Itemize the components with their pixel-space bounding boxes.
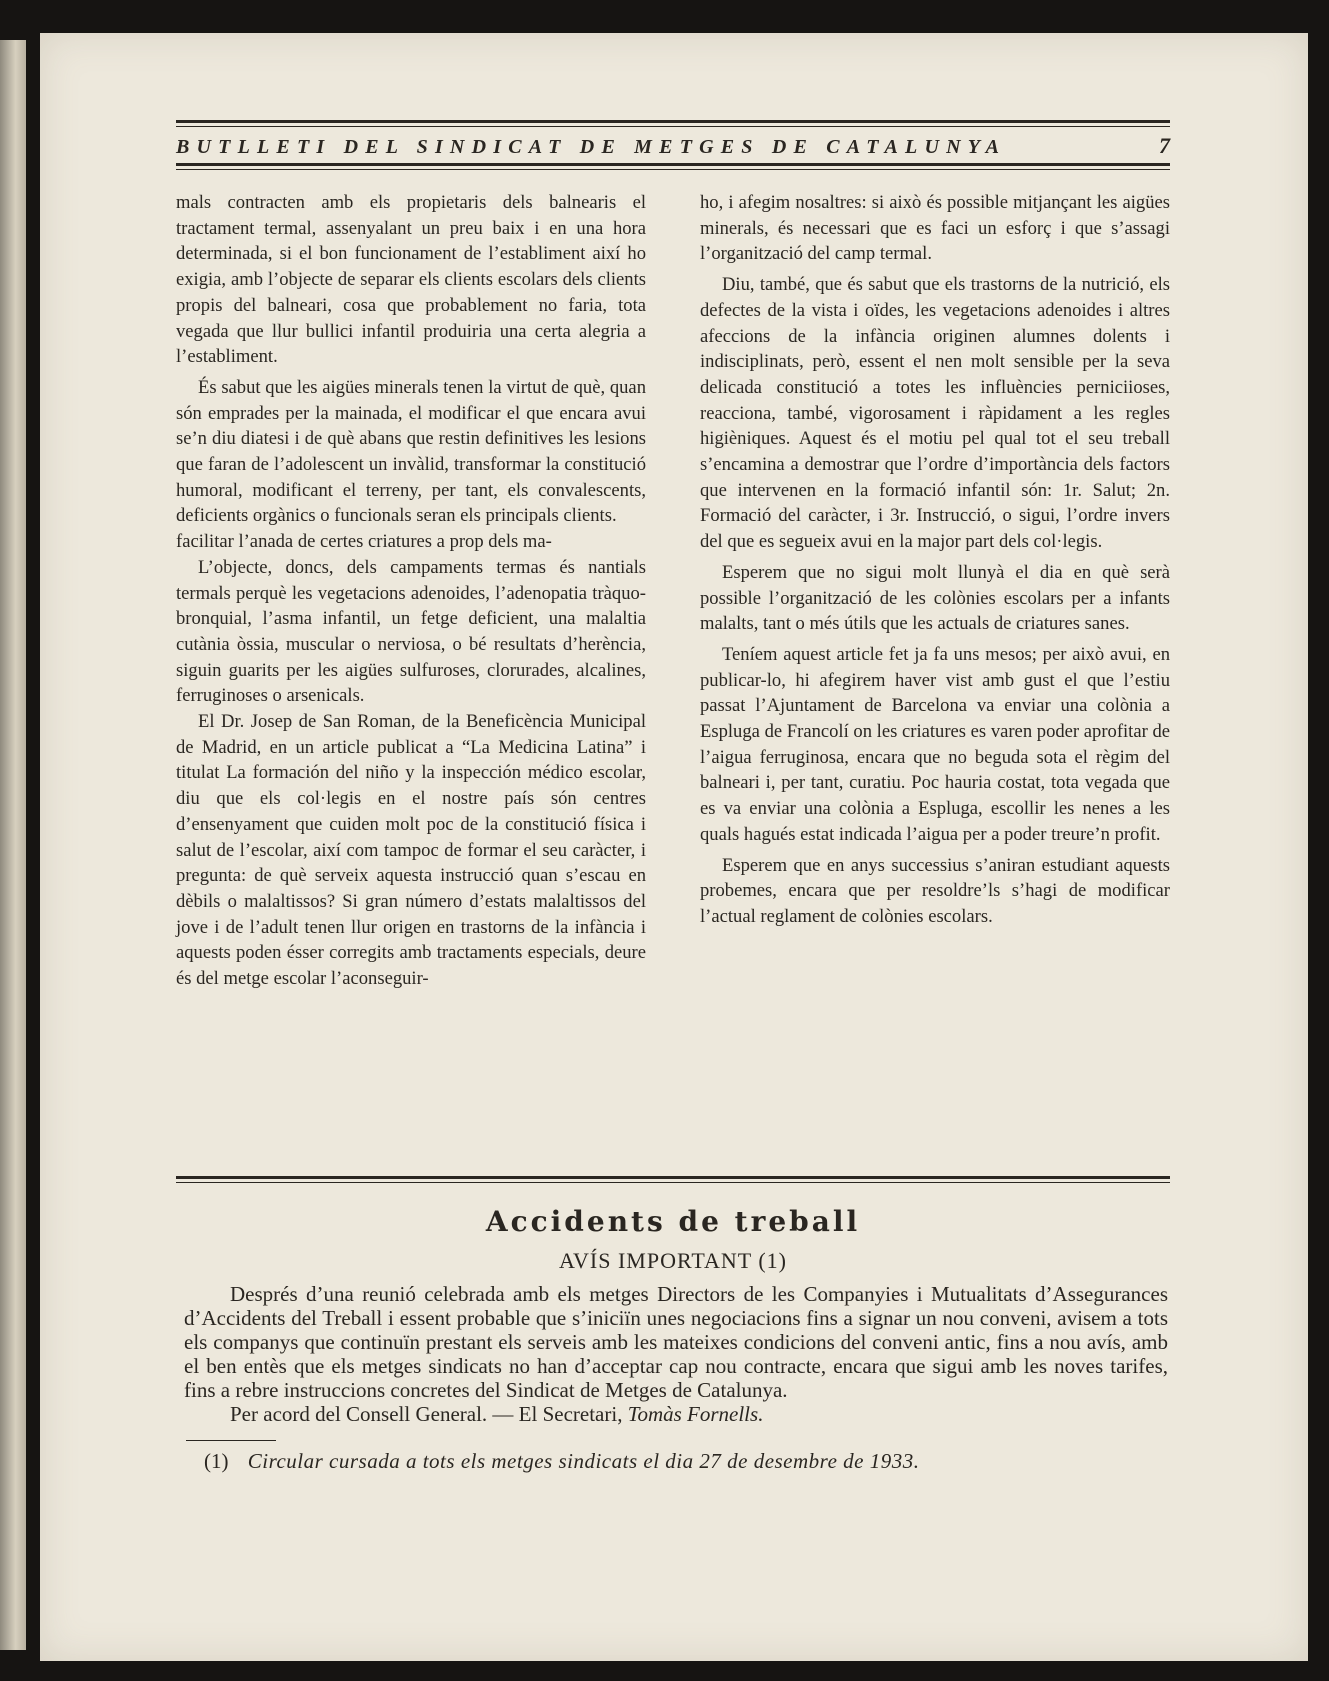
paragraph: mals contracten amb els propietaris dels balnearis el tractament termal, assenyalant un preu baix i en una hora determinada, si el bon funcionament de l’establiment així ho exigia, amb l’objecte de separar els clients escolars dels clients propis del balneari, cosa que probablement no faria, tota vegada que llur bullici infantil produiria una certa alegria a l’establiment.	[176, 192, 646, 368]
section-subtitle: AVÍS IMPORTANT (1)	[558, 1248, 787, 1273]
signature-prefix: Per acord del Consell General. — El Secretari,	[230, 1402, 623, 1426]
paragraph: Esperem que no sigui molt llunyà el dia en què serà possible l’organització de les colònies escolars per a infants malalts, tant o més útils que les actuals de criatures sanes.	[700, 561, 1170, 635]
adjacent-page-edge	[0, 40, 26, 1650]
page-number: 7	[1159, 133, 1170, 158]
paragraph: Diu, també, que és sabut que els trastorns de la nutrició, els defectes de la vista i oïdes, les vegetacions adenoides i altres afeccions de la infància originen alumnes dolents i indisciplinats, però, essent el nen molt sensible per la seva delicada constitució a totes les influències perniciioses, reacciona, també, vigorosament i ràpidament a les regles higièniques. Aquest és el motiu pel qual tot el seu treball s’encamina a demostrar que l’ordre d’importància dels factors que intervenen en la formació infantil són: 1r. Salut; 2n. Formació del caràcter, i 3r. Instrucció, o sigui, l’ordre invers del que es segueix avui en la major part dels col·legis.	[700, 274, 1170, 553]
running-head-title: BUTLLETI DEL SINDICAT DE METGES DE CATALUNYA	[176, 136, 1007, 158]
paragraph: És sabut que les aigües minerals tenen la virtut de què, quan són emprades per la mainada, el modificar el que encara avui se’n diu diatesi i de què abans que restin definitives les lesions que faran de l’adolescent un invàlid, transformar la constitució humoral, modificant el terreny, per tant, els convalescents, deficients orgànics o funcionals seran els principals clients.	[176, 376, 646, 527]
signature-name: Tomàs Fornells.	[627, 1402, 764, 1426]
header-top-rule	[176, 120, 1170, 127]
right-column	[700, 190, 1170, 1150]
notice-paragraph: Després d’una reunió celebrada amb els metges Directors de les Companyies i Mutualitats d’Assegurances d’Accidents del Treball i essent probable que s’iniciïn unes negociacions fins a signar un nou conveni, avisem a tots els companys que continuïn prestant els serveis amb les mateixes condicions del conveni antic, fins a nou avís, amb el ben entès que els metges sindicats no han d’acceptar cap nou contracte, encara que sigui amb les noves tarifes, fins a rebre instruccions concretes del Sindicat de Metges de Catalunya.	[184, 1282, 1168, 1402]
paragraph: El Dr. Josep de San Roman, de la Beneficència Municipal de Madrid, en un article publicat a “La Medicina Latina” i titulat La formación del niño y la inspección médico escolar, diu que els col·legis en el nostre país són centres d’ensenyament que cuiden molt poc de la constitució física i salut de l’escolar, així com tampoc de formar el seu caràcter, i pregunta: de què serveix aquesta instrucció quan s’escau en dèbils o malaltissos? Si gran número d’estats malaltissos del jove i de l’adult tenen llur origen en trastorns de la infància i aquests poden ésser corregits amb tractaments especials, deure és del metge escolar l’aconseguir-	[176, 711, 646, 990]
paragraph: Esperem que en anys successius s’aniran estudiant aquests probemes, encara que per resoldre’ls s’hagi de modificar l’actual reglament de colònies escolars.	[700, 854, 1170, 927]
paragraph: L’objecte, doncs, dels campaments termas és nantials termals perquè les vegetacions adenoides, l’adenopatia tràquo-bronquial, l’asma infantil, un fetge deficient, una malaltia cutània òssia, muscular o nerviosa, o bé resultats d’herència, siguin guarits per les aigües sulfuroses, clorurades, alcalines, ferruginoses o arsenicals.	[176, 556, 646, 707]
section-title: Accidents de treball	[485, 1205, 861, 1238]
signature-line	[184, 1402, 1168, 1426]
footnote-marker: (1)	[204, 1449, 229, 1473]
document-page	[40, 33, 1308, 1661]
running-head	[176, 127, 1170, 163]
paragraph: Teníem aquest article fet ja fa uns mesos; per això avui, en publicar-lo, hi afegirem haver vist amb gust el que l’estiu passat l’Ajuntament de Barcelona va enviar una colònia a Espluga de Francolí on les criatures es varen poder aprofitar de l’aigua ferruginosa, encara que no beguda sota el règim del balneari i, per tant, curatiu. Poc hauria costat, tota vegada que es va enviar una colònia a Espluga, escollir les nenes a les quals hagués estat indicada l’aigua per a poder treure’n profit.	[700, 643, 1170, 845]
header-bottom-rule	[176, 163, 1170, 170]
left-column	[176, 190, 646, 1150]
footnote-text: Circular cursada a tots els metges sindicats el dia 27 de desembre de 1933.	[247, 1449, 920, 1473]
section-divider	[176, 1176, 1170, 1183]
paragraph: facilitar l’anada de certes criatures a prop dels ma-	[176, 531, 552, 553]
article-columns	[176, 190, 1170, 1150]
footnote-rule	[186, 1440, 276, 1441]
page-content	[176, 120, 1170, 1474]
paragraph: ho, i afegim nosaltres: si això és possible mitjançant les aigües minerals, és necessari que es faci un esforç i que s’assagi l’organització del camp termal.	[700, 192, 1170, 265]
footnote	[176, 1449, 1170, 1474]
notice-body	[176, 1282, 1170, 1426]
